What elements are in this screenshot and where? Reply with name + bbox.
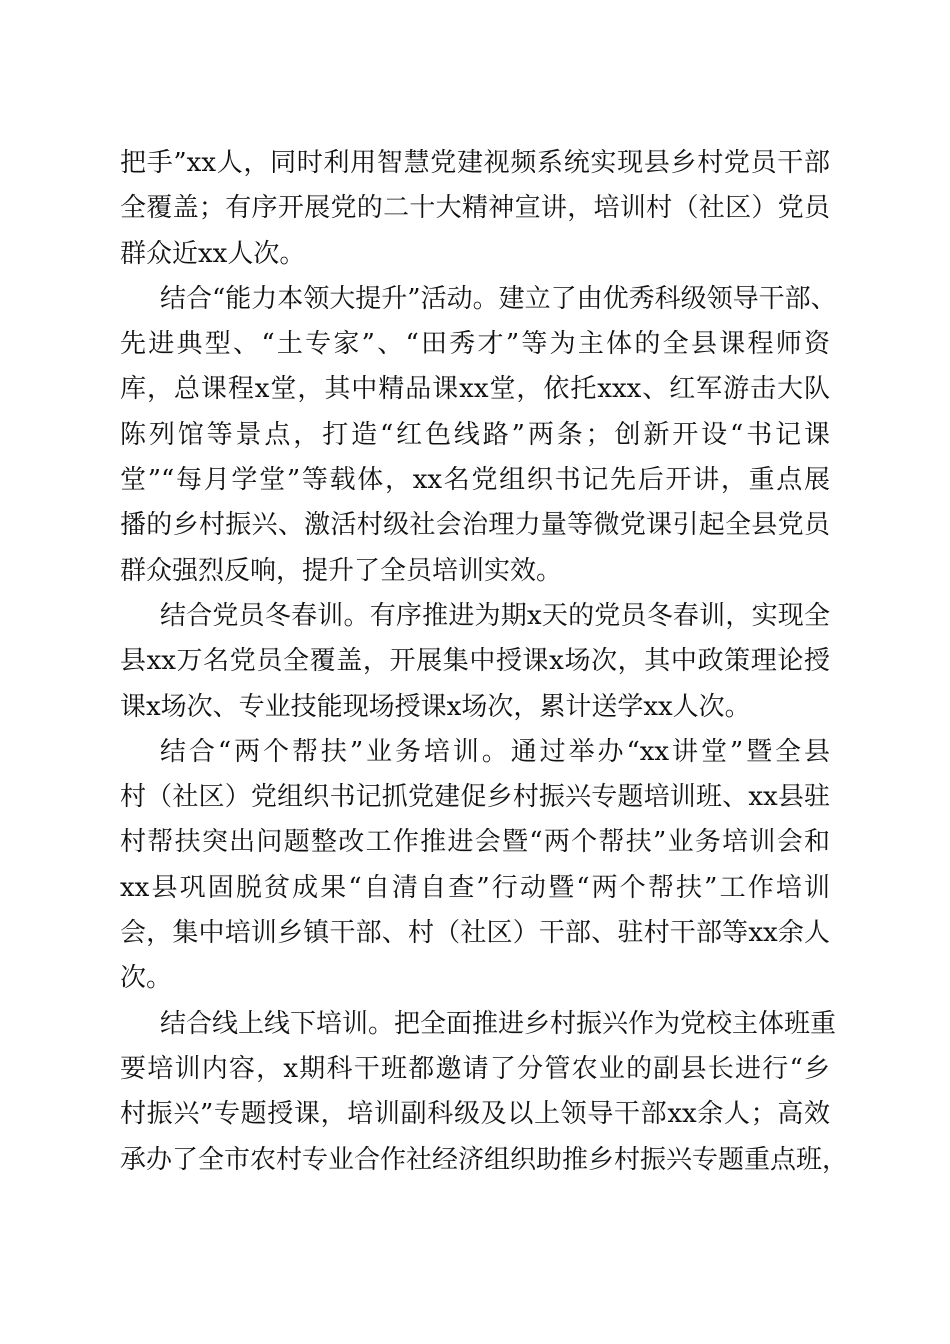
text-line: 把手”xx人，同时利用智慧党建视频系统实现县乡村党员干部 (120, 148, 830, 178)
text-line: 全覆盖；有序开展党的二十大精神宣讲，培训村（社区）党员 (120, 193, 830, 224)
paragraph (120, 594, 830, 730)
text-line: 先进典型、“土专家”、“田秀才”等为主体的全县课程师资 (120, 329, 830, 360)
text-line: 结合党员冬春训。有序推进为期x天的党员冬春训，实现全 (160, 600, 830, 631)
paragraph (120, 1002, 849, 1183)
paragraph (120, 277, 837, 594)
text-line: 群众强烈反响，提升了全员培训实效。 (120, 555, 563, 586)
text-line: 播的乡村振兴、激活村级社会治理力量等微党课引起全县党员 (120, 510, 830, 541)
text-line: 县xx万名党员全覆盖，开展集中授课x场次，其中政策理论授 (120, 646, 830, 677)
text-line: 陈列馆等景点，打造“红色线路”两条；创新开设“书记课 (120, 419, 830, 450)
text-line: 堂”“每月学堂”等载体，xx名党组织书记先后开讲，重点展 (120, 465, 830, 496)
text-line: 次。 (120, 963, 173, 994)
text-line: 课x场次、专业技能现场授课x场次，累计送学xx人次。 (120, 691, 751, 722)
text-line: 结合“能力本领大提升”活动。建立了由优秀科级领导干部、 (160, 283, 837, 314)
text-line: 会，集中培训乡镇干部、村（社区）干部、驻村干部等xx余人 (120, 918, 830, 949)
text-line: 村振兴”专题授课，培训副科级及以上领导干部xx余人；高效 (120, 1099, 830, 1130)
text-line: 结合线上线下培训。把全面推进乡村振兴作为党校主体班重 (160, 1008, 837, 1039)
text-line: xx县巩固脱贫成果“自清自查”行动暨“两个帮扶”工作培训 (120, 872, 830, 903)
text-line: 承办了全市农村专业合作社经济组织助推乡村振兴专题重点班， (120, 1144, 849, 1175)
text-line: 村（社区）党组织书记抓党建促乡村振兴专题培训班、xx县驻 (120, 782, 830, 813)
text-line: 群众近xx人次。 (120, 238, 306, 269)
paragraph (120, 141, 830, 277)
text-line: 要培训内容，x期科干班都邀请了分管农业的副县长进行“乡 (120, 1053, 830, 1084)
text-line: 村帮扶突出问题整改工作推进会暨“两个帮扶”业务培训会和 (120, 827, 830, 858)
paragraph (120, 730, 830, 1002)
document-body (120, 141, 849, 1183)
text-line: 库，总课程x堂，其中精品课xx堂，依托xxx、红军游击大队 (120, 374, 830, 405)
text-line: 结合“两个帮扶”业务培训。通过举办“xx讲堂”暨全县 (160, 736, 830, 767)
